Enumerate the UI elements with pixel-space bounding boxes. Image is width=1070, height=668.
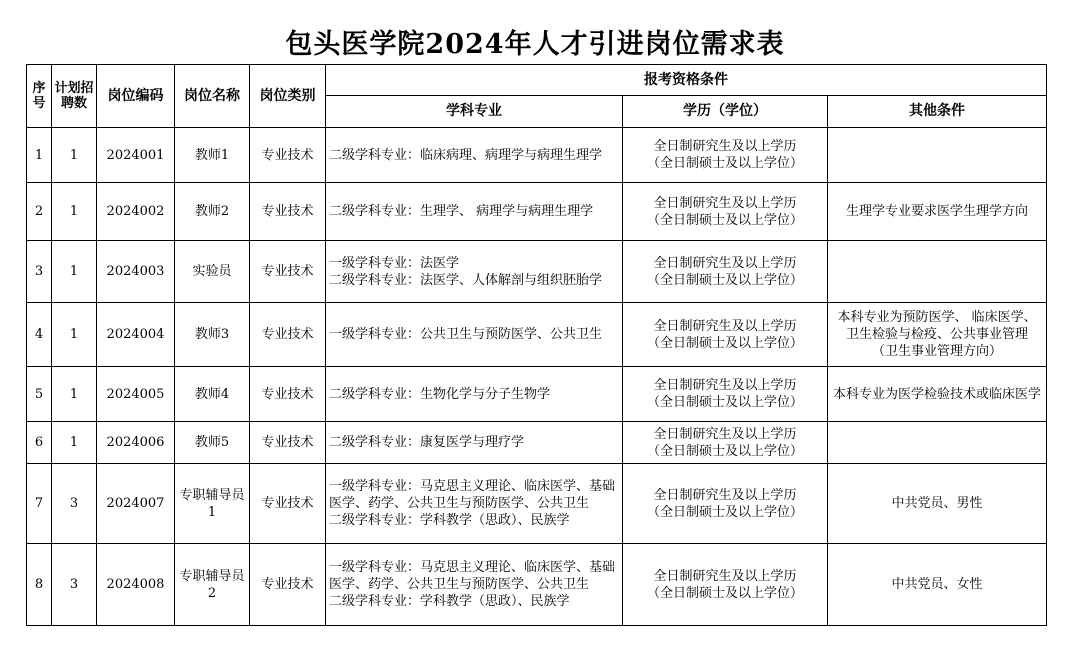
cell-major bbox=[326, 544, 623, 626]
cell-seq: 6 bbox=[27, 422, 52, 464]
table-row bbox=[27, 367, 1047, 422]
cell-other: 中共党员、女性 bbox=[828, 544, 1047, 626]
header-code: 岗位编码 bbox=[97, 65, 175, 128]
cell-other: 本科专业为医学检验技术或临床医学 bbox=[828, 367, 1047, 422]
cell-education bbox=[623, 367, 828, 422]
cell-plan: 1 bbox=[52, 128, 97, 183]
cell-plan: 1 bbox=[52, 241, 97, 303]
major-line: 二级学科专业：学科教学（思政）、民族学 bbox=[329, 594, 570, 609]
cell-major bbox=[326, 128, 623, 183]
cell-major bbox=[326, 367, 623, 422]
cell-category: 专业技术 bbox=[250, 544, 326, 626]
major-line: 二级学科专业：生物化学与分子生物学 bbox=[329, 386, 551, 402]
cell-other bbox=[828, 241, 1047, 303]
cell-plan: 1 bbox=[52, 367, 97, 422]
header-plan: 计划招聘数 bbox=[52, 65, 97, 128]
major-line: 二级学科专业：生理学、 病理学与病理生理学 bbox=[329, 204, 594, 219]
cell-code: 2024007 bbox=[97, 464, 175, 544]
cell-other bbox=[828, 422, 1047, 464]
education-line: （全日制硕士及以上学位） bbox=[646, 585, 803, 601]
education-line: 全日制研究生及以上学历 bbox=[653, 487, 797, 503]
cell-category: 专业技术 bbox=[250, 183, 326, 241]
major-line: 二级学科专业：法医学、人体解剖与组织胚胎学 bbox=[329, 272, 603, 288]
cell-plan: 1 bbox=[52, 303, 97, 367]
cell-code: 2024001 bbox=[97, 128, 175, 183]
cell-category: 专业技术 bbox=[250, 422, 326, 464]
table-row bbox=[27, 128, 1047, 183]
education-line: （全日制硕士及以上学位） bbox=[646, 212, 803, 228]
cell-category: 专业技术 bbox=[250, 128, 326, 183]
cell-seq: 4 bbox=[27, 303, 52, 367]
cell-name: 教师4 bbox=[175, 367, 250, 422]
cell-code: 2024003 bbox=[97, 241, 175, 303]
cell-major bbox=[326, 303, 623, 367]
cell-major bbox=[326, 183, 623, 241]
education-line: 全日制研究生及以上学历 bbox=[653, 568, 797, 584]
cell-seq: 1 bbox=[27, 128, 52, 183]
cell-category: 专业技术 bbox=[250, 303, 326, 367]
table-row bbox=[27, 303, 1047, 367]
cell-name: 教师3 bbox=[175, 303, 250, 367]
cell-name: 实验员 bbox=[175, 241, 250, 303]
cell-plan: 3 bbox=[52, 464, 97, 544]
education-line: 全日制研究生及以上学历 bbox=[653, 255, 797, 271]
cell-plan: 3 bbox=[52, 544, 97, 626]
education-line: （全日制硕士及以上学位） bbox=[646, 504, 803, 520]
education-line: 全日制研究生及以上学历 bbox=[653, 195, 797, 211]
cell-seq: 5 bbox=[27, 367, 52, 422]
table-row bbox=[27, 241, 1047, 303]
cell-major bbox=[326, 422, 623, 464]
cell-education bbox=[623, 128, 828, 183]
cell-code: 2024008 bbox=[97, 544, 175, 626]
cell-other: 生理学专业要求医学生理学方向 bbox=[828, 183, 1047, 241]
table-body bbox=[27, 128, 1047, 626]
cell-education bbox=[623, 464, 828, 544]
major-line: 二级学科专业：康复医学与理疗学 bbox=[329, 435, 525, 450]
cell-code: 2024005 bbox=[97, 367, 175, 422]
cell-major bbox=[326, 241, 623, 303]
cell-other: 本科专业为预防医学、 临床医学、卫生检验与检疫、公共事业管理 （卫生事业管理方向） bbox=[828, 303, 1047, 367]
header-seq: 序号 bbox=[27, 65, 52, 128]
major-line: 二级学科专业：临床病理、病理学与病理生理学 bbox=[329, 147, 603, 163]
cell-code: 2024002 bbox=[97, 183, 175, 241]
cell-seq: 3 bbox=[27, 241, 52, 303]
cell-seq: 2 bbox=[27, 183, 52, 241]
cell-seq: 7 bbox=[27, 464, 52, 544]
cell-name: 教师5 bbox=[175, 422, 250, 464]
education-line: 全日制研究生及以上学历 bbox=[653, 139, 797, 154]
cell-education bbox=[623, 241, 828, 303]
cell-plan: 1 bbox=[52, 422, 97, 464]
education-line: 全日制研究生及以上学历 bbox=[653, 318, 797, 334]
cell-code: 2024004 bbox=[97, 303, 175, 367]
header-qualification: 报考资格条件 bbox=[326, 65, 1047, 96]
cell-major bbox=[326, 464, 623, 544]
cell-education bbox=[623, 303, 828, 367]
cell-name: 专职辅导员2 bbox=[175, 544, 250, 626]
table-row bbox=[27, 422, 1047, 464]
cell-code: 2024006 bbox=[97, 422, 175, 464]
major-line: 一级学科专业：马克思主义理论、临床医学、基础医学、药学、公共卫生与预防医学、公共卫生 bbox=[329, 479, 616, 511]
cell-plan: 1 bbox=[52, 183, 97, 241]
cell-education bbox=[623, 422, 828, 464]
header-education: 学历（学位） bbox=[623, 96, 828, 128]
education-line: （全日制硕士及以上学位） bbox=[646, 156, 803, 171]
header-major: 学科专业 bbox=[326, 96, 623, 128]
cell-name: 教师2 bbox=[175, 183, 250, 241]
education-line: （全日制硕士及以上学位） bbox=[646, 443, 803, 459]
education-line: （全日制硕士及以上学位） bbox=[646, 395, 803, 410]
cell-seq: 8 bbox=[27, 544, 52, 626]
cell-education bbox=[623, 544, 828, 626]
education-line: （全日制硕士及以上学位） bbox=[646, 335, 803, 351]
cell-name: 专职辅导员1 bbox=[175, 464, 250, 544]
cell-education bbox=[623, 183, 828, 241]
education-line: （全日制硕士及以上学位） bbox=[646, 272, 803, 288]
cell-category: 专业技术 bbox=[250, 241, 326, 303]
cell-other bbox=[828, 128, 1047, 183]
major-line: 一级学科专业：公共卫生与预防医学、公共卫生 bbox=[329, 327, 603, 342]
header-category: 岗位类别 bbox=[250, 65, 326, 128]
header-name: 岗位名称 bbox=[175, 65, 250, 128]
table-row bbox=[27, 183, 1047, 241]
table-row bbox=[27, 464, 1047, 544]
education-line: 全日制研究生及以上学历 bbox=[653, 426, 797, 442]
major-line: 一级学科专业：马克思主义理论、临床医学、基础医学、药学、公共卫生与预防医学、公共卫生 bbox=[329, 560, 616, 592]
major-line: 二级学科专业：学科教学（思政）、民族学 bbox=[329, 513, 570, 528]
education-line: 全日制研究生及以上学历 bbox=[653, 378, 797, 393]
document-title: 包头医学院2024年人才引进岗位需求表 bbox=[285, 29, 785, 60]
cell-category: 专业技术 bbox=[250, 367, 326, 422]
cell-category: 专业技术 bbox=[250, 464, 326, 544]
table-row bbox=[27, 544, 1047, 626]
job-requirements-table bbox=[26, 64, 1047, 626]
header-other: 其他条件 bbox=[828, 96, 1047, 128]
major-line: 一级学科专业：法医学 bbox=[329, 255, 460, 271]
cell-name: 教师1 bbox=[175, 128, 250, 183]
cell-other: 中共党员、男性 bbox=[828, 464, 1047, 544]
